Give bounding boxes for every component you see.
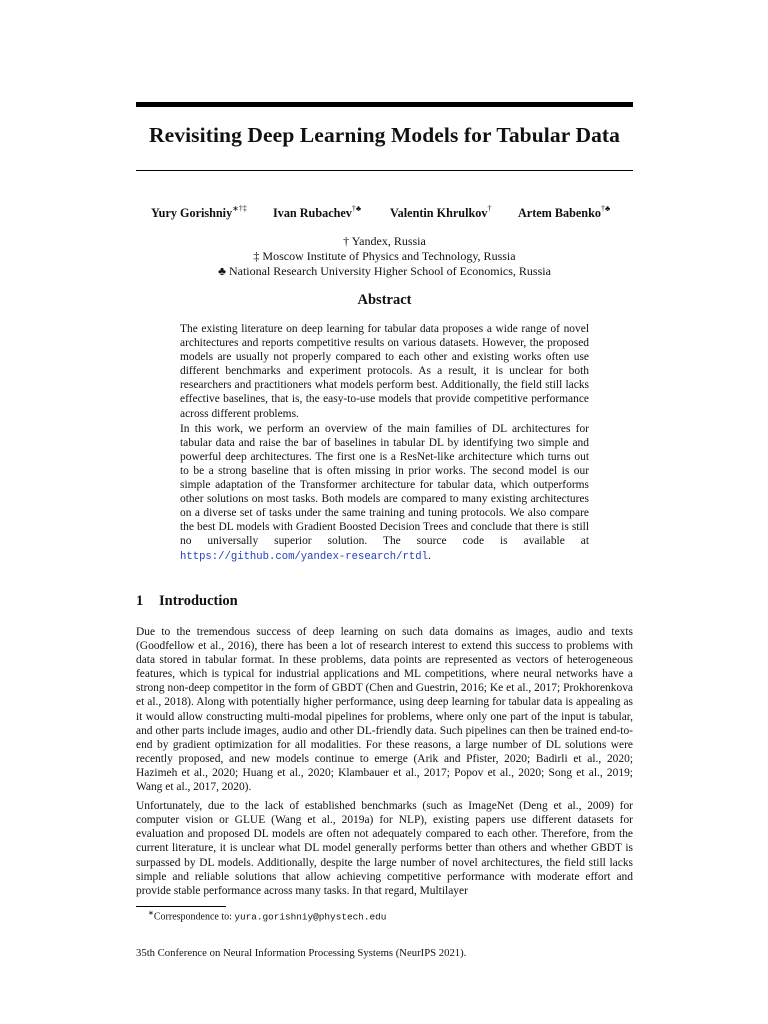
source-code-link[interactable]: https://github.com/yandex-research/rtdl (180, 550, 428, 563)
author-marks: †♣ (600, 204, 611, 213)
author-name: Artem Babenko (518, 206, 601, 221)
footnote-rule (136, 906, 226, 907)
correspondence-email: yura.gorishniy@phystech.edu (234, 911, 387, 923)
affiliation-line: † Yandex, Russia (343, 234, 426, 248)
footnote-mark: ∗ (148, 909, 154, 917)
author (151, 205, 247, 221)
author-name: Ivan Rubachev (273, 206, 352, 221)
footnote (148, 909, 386, 922)
section-heading (136, 593, 238, 610)
section-number: 1 (136, 593, 144, 609)
section-title: Introduction (159, 593, 238, 609)
title-top-rule (136, 102, 633, 107)
author-marks: †♣ (351, 204, 362, 213)
author (390, 205, 491, 221)
paper-title: Revisiting Deep Learning Models for Tabular Data (148, 123, 621, 147)
footnote-text: Correspondence to: (153, 911, 235, 923)
abstract-text: In this work, we perform an overview of the main families of DL architectures for tabular data and raise the bar of baselines in tabular DL by identifying two simple and powerful deep architectures. The first one is a ResNet-like architecture which turns out to be a strong baseline that is often missing in prior works. The second model is our simple adaptation of the Transformer architecture for tabular data, which outperforms other solutions on most tasks. Both models are compared to many existing architectures on a diverse set of tasks under the same training and tuning protocols. We also compare the best DL models with Gradient Boosted Decision Trees and conclude that there is still no universally superior solution. The source code is available at (180, 422, 589, 548)
abstract-heading: Abstract (357, 292, 412, 308)
body-paragraph: Unfortunately, due to the lack of established benchmarks (such as ImageNet (Deng et al., 2009) for computer vision or GLUE (Wang et al., 2019a) for NLP), existing papers use different datasets for evaluation and proposed DL models are often not adequately compared to each other. Therefore, from the current literature, it is unclear what DL model generally performs better than others and whether GBDT is surpassed by DL models. Additionally, despite the large number of novel architectures, the field still lacks simple and reliable solutions that allow achieving competitive performance with moderate effort and provide stable performance across many tasks. In that regard, Multilayer (136, 800, 633, 897)
affiliation-line: ♣ National Research University Higher School of Economics, Russia (218, 264, 551, 278)
author-marks: † (487, 204, 492, 213)
author (518, 205, 610, 221)
affiliation-line: ‡ Moscow Institute of Physics and Technology, Russia (253, 249, 516, 263)
author-name: Valentin Khrulkov (390, 206, 488, 221)
author (273, 205, 361, 221)
abstract-paragraph: The existing literature on deep learning for tabular data proposes a wide range of novel architectures and reports competitive results on various datasets. However, the proposed models are usually not properly compared to each other and existing works often use different benchmarks and experiment protocols. As a result, it is unclear for both researchers and practitioners what models perform best. Additionally, the field still lacks effective baselines, that is, the easy-to-use models that provide competitive performance across different problems. (180, 323, 589, 420)
author-marks: ∗†‡ (232, 204, 247, 213)
abstract-period: . (427, 549, 431, 562)
body-paragraph: Due to the tremendous success of deep learning on such data domains as images, audio and texts (Goodfellow et al., 2016), there has been a lot of research interest to extend this success to problems with data stored in tabular format. In these problems, data points are represented as vectors of heterogeneous features, which is typical for industrial applications and ML competitions, where neural networks have a strong non-deep competitor in the form of GBDT (Chen and Guestrin, 2016; Ke et al., 2017; Prokhorenkova et al., 2018). Along with potentially higher performance, using deep learning for tabular data is appealing as it would allow constructing multi-modal pipelines for problems, where only one part of the input is tabular, and other parts include images, audio and other DL-friendly data. Such pipelines can then be trained end-to-end by gradient optimization for all modalities. For these reasons, a large number of DL solutions were recently proposed, and new models continue to emerge (Arik and Pfister, 2020; Badirli et al., 2020; Hazimeh et al., 2020; Huang et al., 2020; Klambauer et al., 2017; Popov et al., 2020; Song et al., 2019; Wang et al., 2017, 2020). (136, 626, 633, 794)
abstract-body (180, 322, 589, 565)
abstract-paragraph (180, 422, 589, 564)
introduction-body (136, 625, 633, 903)
venue-line: 35th Conference on Neural Information Processing Systems (NeurIPS 2021). (136, 947, 467, 959)
affiliations (136, 234, 633, 279)
author-list (140, 205, 630, 223)
title-bottom-rule (136, 170, 633, 171)
author-name: Yury Gorishniy (151, 206, 233, 221)
